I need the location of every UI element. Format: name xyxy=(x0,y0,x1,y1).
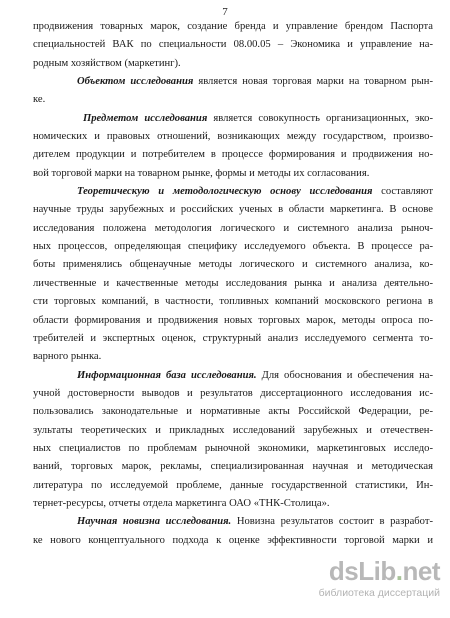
text-line: дителем продукции и потребителем в процессе формирования и продвижения но- xyxy=(33,149,433,161)
line-text: составляют xyxy=(372,186,433,198)
paragraph-heading: Информационная база исследования. xyxy=(77,369,257,381)
paragraph-information-base xyxy=(33,367,433,514)
dslib-logo xyxy=(329,556,440,587)
text-line: исследования положена методология логического и системного анализа рыноч- xyxy=(33,222,433,234)
logo-tld: net xyxy=(402,556,440,586)
paragraph-intro-continuation xyxy=(33,18,433,73)
paragraph-heading: Предметом исследования xyxy=(83,112,208,124)
text-line: требителей и экспертных оценок, структурный анализ исследуемого сегмента то- xyxy=(33,332,433,344)
paragraph-novelty xyxy=(33,513,433,550)
text-line: вой торговой марки на товарном рынке, формы и методы их согласования. xyxy=(33,167,370,179)
text-line: сти торговых компаний, в частности, топливных компаний московского региона в xyxy=(33,296,433,308)
text-line: продвижения товарных марок, создание бренда и управление брендом Паспорта xyxy=(33,21,433,32)
watermark-subtitle: библиотека диссертаций xyxy=(318,587,440,599)
text-line: ке нового концептуального подхода к оценке эффективности торговой марки и xyxy=(33,534,433,546)
text-line: научные труды зарубежных и российских ученых в области маркетинга. В основе xyxy=(33,204,433,216)
text-line xyxy=(33,73,433,91)
paragraph-object xyxy=(33,73,433,110)
text-line: зультаты теоретических и прикладных исследований зарубежных и отечествен- xyxy=(33,424,433,436)
dslib-watermark xyxy=(310,556,440,604)
text-line: тернет-ресурсы, отчеты отдела маркетинга ОАО «ТНК-Столица». xyxy=(33,497,330,509)
text-line: ных специалистов по проблемам рыночной экономики, маркетинговых исследо- xyxy=(33,442,433,454)
paragraph-methodology xyxy=(33,183,433,366)
document-body xyxy=(33,18,433,550)
text-line xyxy=(33,183,433,201)
text-line: специальностей ВАК по специальности 08.00.05 – Экономика и управление на- xyxy=(33,39,433,51)
line-text: является новая торговая марки на товарном рын- xyxy=(193,76,433,88)
paragraph-heading: Научная новизна исследования. xyxy=(77,516,232,528)
paragraph-heading: Объектом исследования xyxy=(77,76,194,88)
paragraph-subject xyxy=(33,110,433,183)
text-line: номических и правовых отношений, возникающих между государством, произво- xyxy=(33,131,433,143)
text-line: литература по исследуемой проблеме, данные государственной статистики, Ин- xyxy=(33,479,433,491)
text-line: родным хозяйством (маркетинг). xyxy=(33,57,181,69)
text-line: области формирования и продвижения новых торговых марок, методы опроса по- xyxy=(33,314,433,326)
text-line: ке. xyxy=(33,94,46,106)
text-line xyxy=(33,110,433,128)
paragraph-heading: Теоретическую и методологическую основу исследования xyxy=(77,186,373,198)
text-line xyxy=(33,367,433,385)
line-text: является совокупность организационных, эко- xyxy=(207,112,433,124)
text-line: личественные и качественные методы исследования рынка и анализа деятельно- xyxy=(33,277,433,289)
page-number: 7 xyxy=(222,6,228,18)
text-line: ных процессов, определяющая специфику исследуемого объекта. В процессе ра- xyxy=(33,241,433,253)
logo-dot: . xyxy=(395,556,403,586)
text-line: учной достоверности выводов и результатов диссертационного исследования ис- xyxy=(33,387,433,399)
text-line: пользовались законодательные и нормативные акты Российской Федерации, ре- xyxy=(33,406,433,418)
line-text: Новизна результатов состоит в разработ- xyxy=(231,516,433,528)
text-line: боты применялись общенаучные методы логического и системного анализа, ко- xyxy=(33,259,433,271)
text-line xyxy=(33,513,433,531)
logo-main: dsLib xyxy=(328,556,396,586)
line-text: Для обоснования и обеспечения на- xyxy=(256,369,433,381)
text-line: варного рынка. xyxy=(33,351,102,363)
text-line: ваний, торговых марок, рекламы, специализированная научная и методическая xyxy=(33,461,433,473)
